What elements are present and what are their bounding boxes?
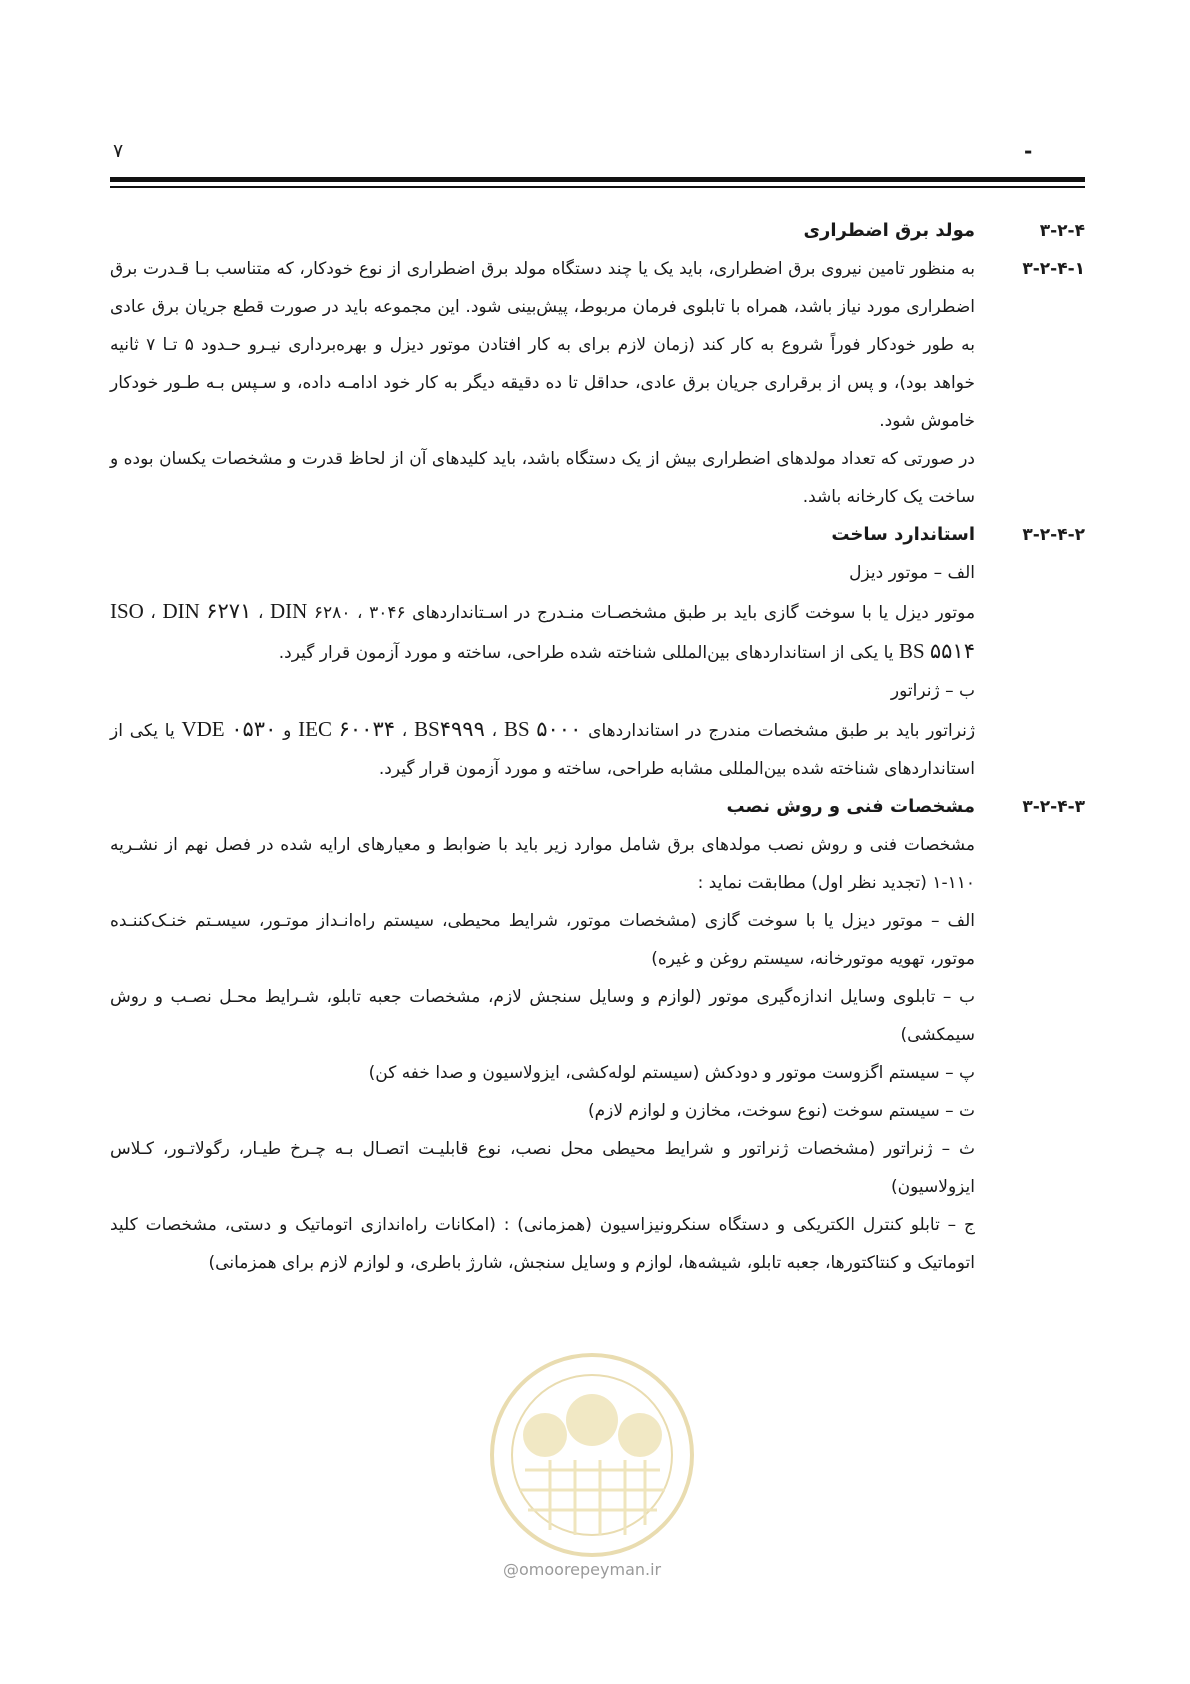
section-number: ۳-۲-۴ (1039, 221, 1085, 241)
subsection-1 (110, 250, 1085, 440)
subsection-number: ۳-۲-۴-۱ (1022, 259, 1085, 279)
page-number: ۷ (113, 140, 124, 162)
standard-code: IEC ۶۰۰۳۴ (298, 717, 395, 741)
paragraph (110, 710, 975, 788)
subsection-2-heading (110, 516, 1085, 554)
paragraph: مشخصات فنی و روش نصب مولدهای برق شامل موارد زیر باید با ضوابط و معیارهای ارایه شده در فصل نهم از نشـریه ۱۱۰-۱ (تجدید نظر اول) مطابقت نماید : (110, 835, 975, 893)
subsection-2-body (110, 554, 1085, 788)
list-item: ج – تابلو کنترل الکتریکی و دستگاه سنکرونیزاسیون (همزمانی) : (امکانات راه‌اندازی اتوماتیک و دستی، مشخصات کلید اتوماتیک و کنتاکتورها، جعبه تابلو، شیشه‌ها، لوازم و وسایل سنجش، شارژ باطری، و لوازم لازم برای همزمانی) (110, 1215, 975, 1273)
standard-code: DIN ۶۲۷۱ (162, 599, 252, 623)
text-run: یا یکی از استانداردهای بین‌المللی شناخته شده طراحی، ساخته و مورد آزمون قرار گیرد. (278, 643, 894, 663)
list-item: ب – تابلوی وسایل اندازه‌گیری موتور (لوازم و وسایل سنجش لازم، مشخصات جعبه تابلو، شـرایط محـل نصـب و روش سیمکشی) (110, 987, 975, 1045)
paragraph: در صورتی که تعداد مولدهای اضطراری بیش از یک دستگاه باشد، باید کلیدهای آن از لحاظ قدرت و مشخصات یکسان بوده و ساخت یک کارخانه باشد. (110, 449, 975, 507)
text-run: یا یکی از استانداردهای شناخته شده بین‌المللی مشابه طراحی، ساخته و مورد آزمون قرار گیرد. (110, 721, 975, 779)
header-rule-thin (110, 186, 1085, 188)
text-run: ، (401, 721, 408, 741)
paragraph: به منظور تامین نیروی برق اضطراری، باید یک یا چند دستگاه مولد برق اضطراری از نوع خودکار، که متناسب بـا قـدرت برق اضطراری مورد نیاز باشد، همراه با تابلوی فرمان مربوط، پیش‌بینی شود. این مجموعه باید در صورت قطع جریان برق عادی به طور خودکار فوراً شروع به کار کند (زمان لازم برای به کار افتادن موتور دیزل و بهره‌برداری نیـرو حـدود ۵ تـا ۷ ثانیه خواهد بود)، و پس از برقراری جریان برق عادی، حداقل تا ده دقیقه دیگر به کار خود ادامـه داده، و سـپس بـه طـور خودکار خاموش شود. (110, 259, 976, 431)
text-run: ، (491, 721, 498, 741)
paragraph (110, 592, 975, 672)
list-item: پ – سیستم اگزوست موتور و دودکش (سیستم لوله‌کشی، ایزولاسیون و صدا خفه کن) (368, 1063, 975, 1083)
text-run: ژنراتور باید بر طبق مشخصات مندرج در استانداردهای (588, 721, 976, 741)
item-label: الف – موتور دیزل (849, 563, 975, 583)
subsection-title: استاندارد ساخت (831, 524, 975, 545)
section-title: مولد برق اضطراری (803, 220, 975, 241)
text-run: ، (150, 603, 156, 623)
subsection-number: ۳-۲-۴-۳ (1022, 797, 1085, 817)
subsection-title: مشخصات فنی و روش نصب (726, 796, 975, 817)
paragraph-block (110, 440, 1085, 516)
standard-code: VDE ۰۵۳۰ (181, 717, 277, 741)
standard-code: ISO (110, 599, 144, 623)
subsection-number: ۳-۲-۴-۲ (1022, 525, 1085, 545)
subsection-3-body (110, 826, 1085, 1282)
header-dash: - (1024, 139, 1033, 163)
list-item: ث – ژنراتور (مشخصات ژنراتور و شرایط محیطی محل نصب، نوع قابلیـت اتصـال بـه چـرخ طیـار، رگولاتـور، کـلاس ایزولاسیون) (110, 1139, 975, 1197)
standard-code: DIN (270, 599, 308, 623)
item-label: ب – ژنراتور (890, 681, 975, 701)
watermark-url: @omoorepeyman.ir (503, 1560, 662, 1579)
text-run: ، (257, 603, 264, 623)
watermark-seal-icon (470, 1340, 715, 1570)
subsection-3-heading (110, 788, 1085, 826)
standard-code: BS۴۹۹۹ (414, 717, 485, 741)
text-run: و (283, 721, 292, 741)
list-item: ت – سیستم سوخت (نوع سوخت، مخازن و لوازم لازم) (588, 1101, 975, 1121)
list-item: الف – موتور دیزل یا با سوخت گازی (مشخصات موتور، شرایط محیطی، سیستم راه‌انـداز موتـور، سیسـتم خنـک‌کننـده موتور، تهویه موتورخانه، سیستم روغن و غیره) (110, 911, 975, 969)
text-run: ۶۲۸۰ ، (313, 603, 363, 623)
standard-code: BS ۵۵۱۴ (898, 639, 975, 663)
header-rule-thick (110, 177, 1085, 182)
document-body (110, 212, 1085, 1282)
text-run: موتور دیزل یا با سوخت گازی باید بر طبق مشخصـات منـدرج در اسـتانداردهای ۳۰۴۶ (369, 603, 976, 623)
section-heading (110, 212, 1085, 250)
standard-code: BS ۵۰۰۰ (503, 717, 582, 741)
